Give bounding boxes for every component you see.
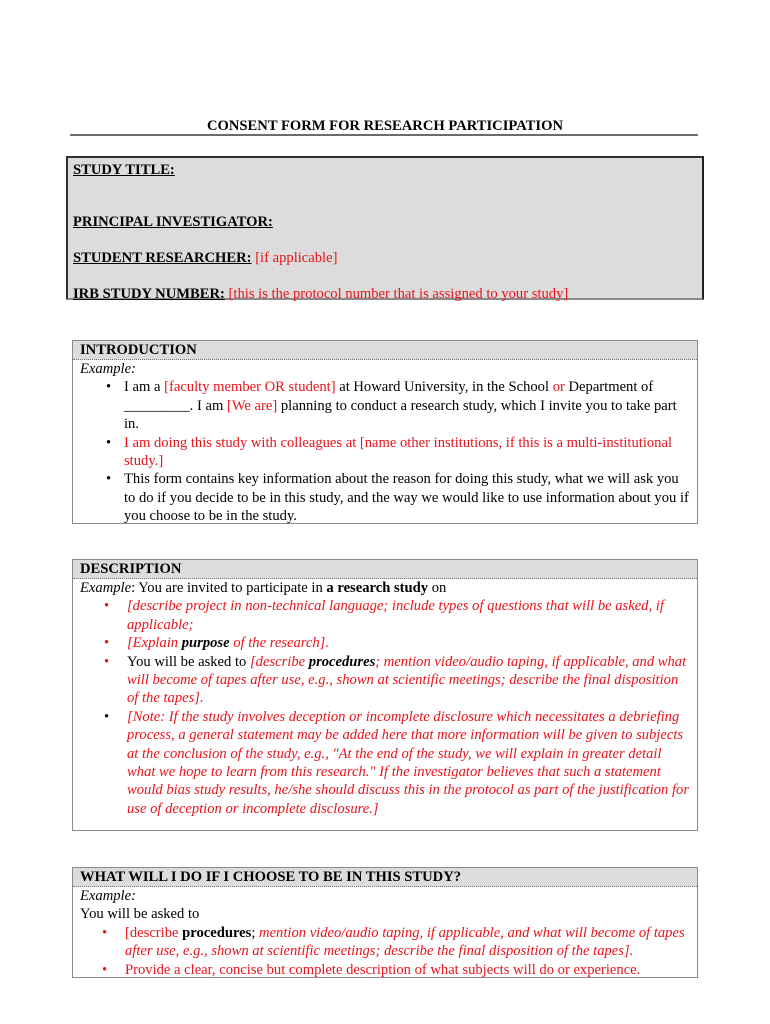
bullet-icon: •	[106, 379, 112, 396]
student-researcher-label: STUDENT RESEARCHER:	[73, 250, 252, 266]
list-item: • This form contains key information about the reason for doing this study, what we will ask you to do if you decide to be in this study, and the way we would like to use information about you if you choose to be in the study.	[106, 471, 689, 525]
irb-number-note: [this is the protocol number that is assigned to your study]	[224, 286, 569, 302]
bullet-icon: •	[104, 653, 110, 670]
irb-number-label: IRB STUDY NUMBER:	[73, 286, 225, 302]
bullet-icon: •	[106, 434, 112, 451]
principal-investigator-label: PRINCIPAL INVESTIGATOR:	[73, 214, 273, 230]
list-item: • I am doing this study with colleagues at [name other institutions, if this is a multi-institutional study.]	[106, 434, 673, 470]
bullet-icon: •	[102, 924, 108, 941]
irb-number-row	[73, 285, 568, 303]
description-section	[72, 559, 698, 831]
list-item: • [describe project in non-technical language; include types of questions that will be asked, if applicable;	[104, 598, 664, 633]
bullet-icon: •	[106, 471, 112, 488]
procedures-heading: WHAT WILL I DO IF I CHOOSE TO BE IN THIS STUDY?	[73, 868, 697, 887]
list-item: • [Explain purpose of the research].	[104, 635, 330, 652]
study-title-label: STUDY TITLE:	[73, 162, 175, 178]
description-intro: Example: You are invited to participate in a research study on	[80, 580, 447, 596]
procedures-section	[72, 867, 698, 978]
list-item: • Provide a clear, concise but complete description of what subjects will do or experience.	[102, 961, 641, 978]
list-item: • [Note: If the study involves deception or incomplete disclosure which necessitates a debriefing process, a general statement may be added here that more information will be given to subjects at the conclusion of the study, e.g., "At the end of the study, we will explain in greater detail what we hope to learn from this research." If the investigator believes that such a statement would bias study results, he/she should discuss this in the protocol as part of the justification for use of deception or incomplete disclosure.]	[104, 708, 690, 817]
introduction-example-label: Example:	[80, 361, 136, 377]
student-researcher-note: [if applicable]	[251, 250, 338, 266]
title-rule	[70, 134, 698, 136]
list-item: • You will be asked to [describe procedures; mention video/audio taping, if applicable, and what will become of tapes after use, e.g., shown at scientific meetings; describe the final disposition of the tapes].	[104, 653, 687, 707]
bullet-icon: •	[104, 598, 110, 615]
list-item: • I am a [faculty member OR student] at Howard University, in the School or Department of _________. I am [We are] planning to conduct a research study, which I invite you to take part in.	[106, 379, 677, 433]
description-heading: DESCRIPTION	[73, 560, 697, 579]
student-researcher-row	[73, 249, 337, 267]
bullet-icon: •	[104, 635, 110, 652]
form-title: CONSENT FORM FOR RESEARCH PARTICIPATION	[207, 118, 563, 134]
bullet-icon: •	[104, 708, 110, 725]
study-info-box	[66, 156, 704, 300]
introduction-section	[72, 340, 698, 524]
procedures-intro: You will be asked to	[80, 906, 200, 923]
procedures-example-label: Example:	[80, 888, 136, 904]
introduction-heading: INTRODUCTION	[73, 341, 697, 360]
bullet-icon: •	[102, 961, 108, 978]
list-item: • [describe procedures; mention video/audio taping, if applicable, and what will become of tapes after use, e.g., shown at scientific meetings; describe the final disposition of the tapes].	[102, 924, 685, 960]
